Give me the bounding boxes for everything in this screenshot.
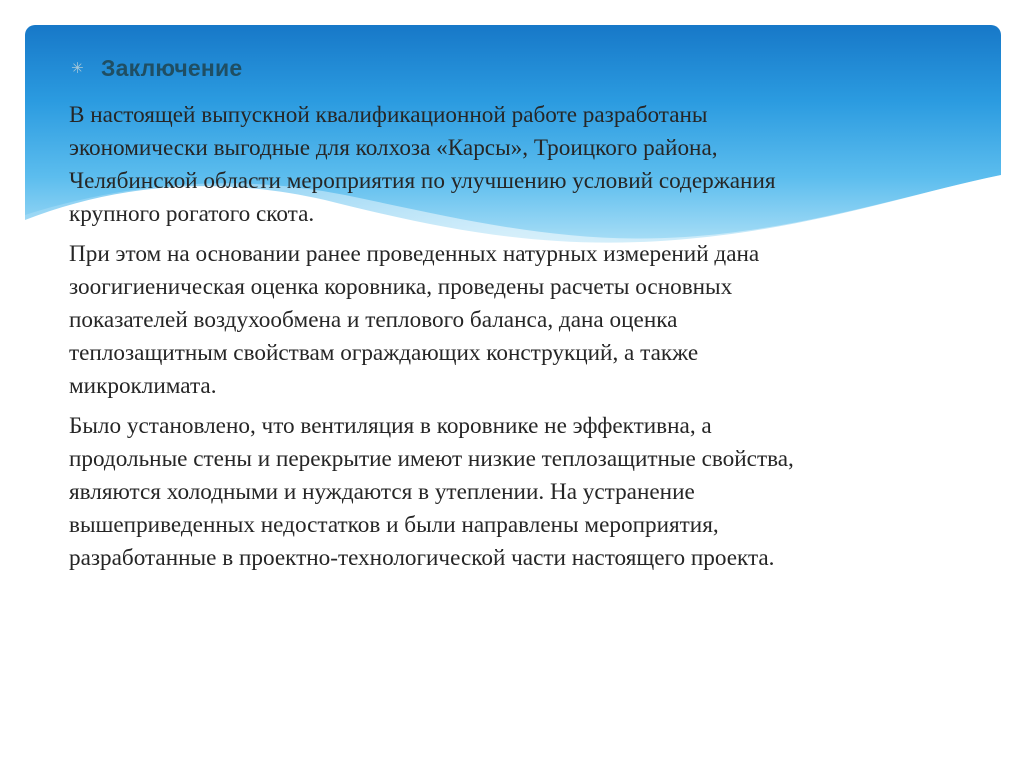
title-row	[71, 55, 242, 82]
asterisk-bullet-icon: ✳	[71, 59, 84, 77]
paragraph-3: Было установлено, что вентиляция в коровнике не эффективна, а продольные стены и перекрытие имеют низкие теплозащитные свойства, являются холодными и нуждаются в утеплении. На устранение вышеприведенных недостатков и были направлены мероприятия, разработанные в проектно-технологической части настоящего проекта.	[69, 413, 794, 571]
paragraph-1: В настоящей выпускной квалификационной работе разработаны экономически выгодные для колхоза «Карсы», Троицкого района, Челябинской области мероприятия по улучшению условий содержания крупного рогатого скота.	[69, 102, 776, 227]
slide-card	[25, 25, 1001, 747]
slide-content	[25, 25, 1001, 747]
paragraph-2: При этом на основании ранее проведенных натурных измерений дана зоогигиеническая оценка коровника, проведены расчеты основных показателей воздухообмена и теплового баланса, дана оценка теплозащитным свойствам ограждающих конструкций, а также микроклимата.	[69, 241, 760, 399]
slide-title: Заключение	[101, 55, 243, 81]
body-text	[69, 99, 969, 582]
